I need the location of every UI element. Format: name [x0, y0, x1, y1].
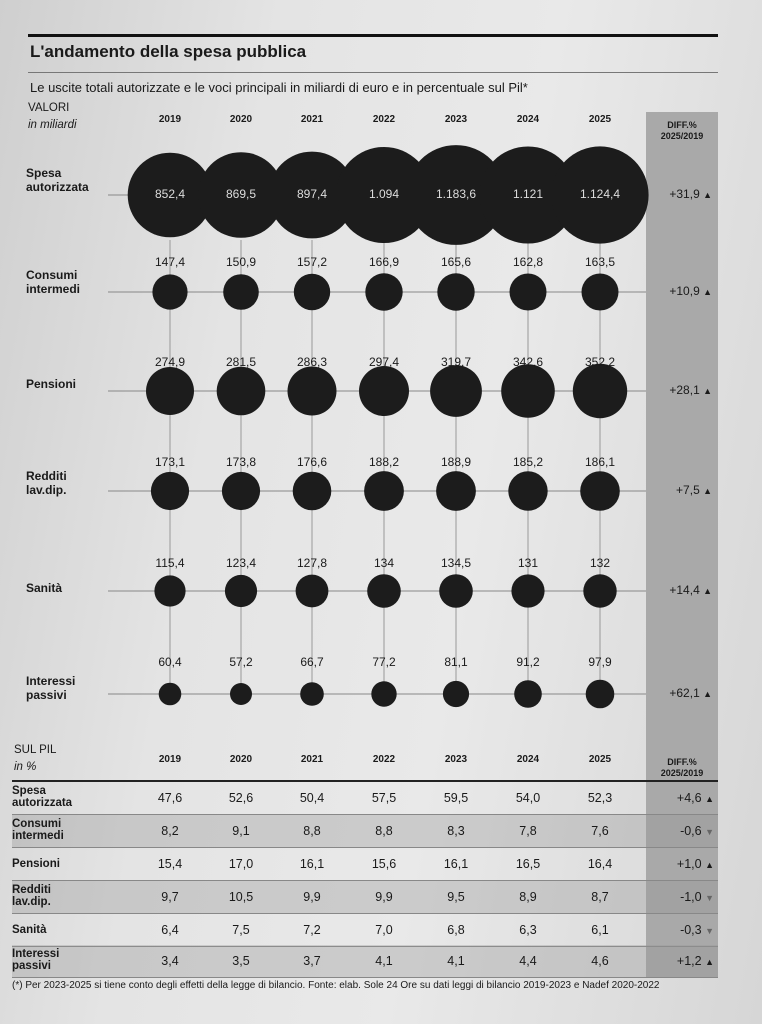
value-label-consumi-intermedi-2019: 147,4 — [154, 255, 186, 269]
value-label-consumi-intermedi-2022: 166,9 — [368, 255, 400, 269]
table-row-label: Consumi intermedi — [12, 818, 64, 842]
table-row-label: Pensioni — [12, 858, 60, 870]
down-triangle-icon: ▼ — [705, 893, 714, 903]
top-unit-line1: VALORI — [28, 102, 70, 114]
value-label-pensioni-2024: 342,6 — [512, 355, 544, 369]
table-row — [12, 881, 718, 914]
table-row-label: Sanità — [12, 924, 47, 936]
table-diff: +1,2 ▲ — [676, 954, 714, 968]
pil-year-header-2023: 2023 — [444, 754, 468, 765]
bubble-sanita-2021 — [296, 575, 329, 608]
bubble-pensioni-2022 — [359, 366, 409, 416]
year-header-2019: 2019 — [158, 114, 182, 125]
value-label-redditi-lav-dip-2020: 173,8 — [225, 455, 257, 469]
table-cell-2021: 9,9 — [303, 890, 321, 904]
table-cell-2022: 57,5 — [371, 791, 397, 805]
value-label-spesa-autorizzata-2020: 869,5 — [225, 187, 257, 201]
bottom-diff-header-line1: DIFF.% — [667, 757, 697, 767]
table-cell-2025: 4,6 — [591, 954, 609, 968]
value-label-spesa-autorizzata-2021: 897,4 — [296, 187, 328, 201]
table-cell-2023: 59,5 — [443, 791, 469, 805]
table-cell-2021: 8,8 — [303, 824, 321, 838]
value-label-redditi-lav-dip-2025: 186,1 — [584, 455, 616, 469]
up-triangle-icon: ▲ — [703, 486, 712, 496]
table-row-label: Interessi passivi — [12, 948, 60, 972]
bubble-pensioni-2021 — [288, 367, 337, 416]
value-label-spesa-autorizzata-2022: 1.094 — [368, 187, 400, 201]
up-triangle-icon: ▲ — [703, 586, 712, 596]
value-label-redditi-lav-dip-2021: 176,6 — [296, 455, 328, 469]
value-label-sanita-2021: 127,8 — [296, 556, 328, 570]
bottom-unit-label — [14, 742, 56, 776]
table-cell-2020: 7,5 — [232, 923, 250, 937]
table-cell-2023: 16,1 — [443, 857, 469, 871]
table-diff: -0,3 ▼ — [680, 923, 714, 937]
table-cell-2020: 17,0 — [228, 857, 254, 871]
value-label-interessi-passivi-2023: 81,1 — [444, 655, 468, 669]
table-cell-2019: 9,7 — [161, 890, 179, 904]
bubble-consumi-intermedi-2020 — [223, 274, 259, 310]
up-triangle-icon: ▲ — [703, 190, 712, 200]
bubble-interessi-passivi-2021 — [300, 682, 324, 706]
table-cell-2020: 10,5 — [228, 890, 254, 904]
table-cell-2025: 16,4 — [587, 857, 613, 871]
bubble-sanita-2023 — [439, 574, 473, 608]
bubble-sanita-2024 — [511, 574, 544, 607]
bubble-consumi-intermedi-2025 — [582, 274, 619, 311]
table-diff: -0,6 ▼ — [680, 824, 714, 838]
value-label-pensioni-2021: 286,3 — [296, 355, 328, 369]
up-triangle-icon: ▲ — [703, 689, 712, 699]
value-label-sanita-2024: 131 — [517, 556, 539, 570]
top-unit-line2: in miliardi — [28, 119, 77, 131]
bottom-diff-header-line2: 2025/2019 — [660, 768, 704, 778]
table-row — [12, 782, 718, 815]
diff-sanita: +14,4 ▲ — [669, 583, 712, 597]
table-row-label: Redditi lav.dip. — [12, 884, 51, 908]
value-label-spesa-autorizzata-2024: 1.121 — [512, 187, 544, 201]
bubble-sanita-2025 — [583, 574, 616, 607]
value-label-consumi-intermedi-2023: 165,6 — [440, 255, 472, 269]
down-triangle-icon: ▼ — [705, 926, 714, 936]
table-cell-2025: 7,6 — [591, 824, 609, 838]
value-label-pensioni-2023: 319,7 — [440, 355, 472, 369]
value-label-redditi-lav-dip-2019: 173,1 — [154, 455, 186, 469]
table-cell-2020: 3,5 — [232, 954, 250, 968]
bubble-redditi-lav-dip-2021 — [293, 472, 332, 511]
bubble-interessi-passivi-2020 — [230, 683, 252, 705]
bubble-pensioni-2020 — [217, 367, 266, 416]
diff-pensioni: +28,1 ▲ — [669, 383, 712, 397]
row-label-interessi-passivi: Interessi passivi — [26, 674, 76, 702]
bubble-pensioni-2025 — [573, 364, 627, 418]
value-label-consumi-intermedi-2025: 163,5 — [584, 255, 616, 269]
bubble-redditi-lav-dip-2023 — [436, 471, 476, 511]
table-diff: +1,0 ▲ — [676, 857, 714, 871]
table-cell-2024: 8,9 — [519, 890, 537, 904]
table-diff: -1,0 ▼ — [680, 890, 714, 904]
value-label-spesa-autorizzata-2019: 852,4 — [154, 187, 186, 201]
diff-consumi-intermedi: +10,9 ▲ — [669, 284, 712, 298]
bottom-unit-line1: SUL PIL — [14, 744, 57, 756]
pil-year-header-2021: 2021 — [300, 754, 324, 765]
row-label-spesa-autorizzata: Spesa autorizzata — [26, 166, 89, 194]
table-cell-2019: 6,4 — [161, 923, 179, 937]
value-label-interessi-passivi-2020: 57,2 — [229, 655, 253, 669]
value-label-redditi-lav-dip-2023: 188,9 — [440, 455, 472, 469]
table-cell-2021: 3,7 — [303, 954, 321, 968]
year-header-2024: 2024 — [516, 114, 540, 125]
pil-year-header-2025: 2025 — [588, 754, 612, 765]
table-cell-2019: 15,4 — [157, 857, 183, 871]
diff-interessi-passivi: +62,1 ▲ — [669, 686, 712, 700]
row-label-pensioni: Pensioni — [26, 377, 77, 391]
value-label-sanita-2025: 132 — [589, 556, 611, 570]
value-label-pensioni-2022: 297,4 — [368, 355, 400, 369]
value-label-interessi-passivi-2024: 91,2 — [516, 655, 540, 669]
value-label-redditi-lav-dip-2024: 185,2 — [512, 455, 544, 469]
table-cell-2024: 6,3 — [519, 923, 537, 937]
value-label-sanita-2019: 115,4 — [155, 556, 185, 570]
bubble-consumi-intermedi-2022 — [365, 273, 402, 310]
table-cell-2022: 15,6 — [371, 857, 397, 871]
table-cell-2020: 52,6 — [228, 791, 254, 805]
top-diff-header-line2: 2025/2019 — [660, 131, 704, 141]
up-triangle-icon: ▲ — [705, 794, 714, 804]
table-row-label: Spesa autorizzata — [12, 785, 73, 809]
value-label-interessi-passivi-2025: 97,9 — [588, 655, 612, 669]
value-label-sanita-2023: 134,5 — [440, 556, 472, 570]
pil-year-header-2024: 2024 — [516, 754, 540, 765]
table-row — [12, 848, 718, 881]
up-triangle-icon: ▲ — [703, 287, 712, 297]
table-cell-2023: 9,5 — [447, 890, 465, 904]
year-header-2021: 2021 — [300, 114, 324, 125]
bubble-interessi-passivi-2023 — [443, 681, 469, 707]
table-cell-2021: 16,1 — [299, 857, 325, 871]
table-cell-2024: 16,5 — [515, 857, 541, 871]
bubble-consumi-intermedi-2019 — [152, 274, 187, 309]
value-label-sanita-2022: 134 — [373, 556, 395, 570]
value-label-consumi-intermedi-2020: 150,9 — [225, 255, 257, 269]
bubble-interessi-passivi-2025 — [586, 680, 615, 709]
row-label-consumi-intermedi: Consumi intermedi — [26, 268, 81, 296]
up-triangle-icon: ▲ — [703, 386, 712, 396]
table-cell-2022: 4,1 — [375, 954, 393, 968]
bubble-interessi-passivi-2019 — [159, 683, 182, 706]
year-header-2023: 2023 — [444, 114, 468, 125]
table-cell-2024: 7,8 — [519, 824, 537, 838]
bubble-interessi-passivi-2022 — [371, 681, 396, 706]
table-cell-2024: 4,4 — [519, 954, 537, 968]
table-cell-2022: 9,9 — [375, 890, 393, 904]
year-header-2022: 2022 — [372, 114, 396, 125]
table-cell-2020: 9,1 — [232, 824, 250, 838]
table-cell-2021: 50,4 — [299, 791, 325, 805]
bubble-redditi-lav-dip-2020 — [222, 472, 260, 510]
value-label-pensioni-2020: 281,5 — [225, 355, 257, 369]
value-label-redditi-lav-dip-2022: 188,2 — [368, 455, 400, 469]
value-label-spesa-autorizzata-2023: 1.183,6 — [435, 187, 477, 201]
value-label-interessi-passivi-2019: 60,4 — [158, 655, 182, 669]
top-diff-header-line1: DIFF.% — [667, 120, 697, 130]
chart-title: L'andamento della spesa pubblica — [30, 42, 307, 61]
pil-year-header-2022: 2022 — [372, 754, 396, 765]
table-cell-2019: 47,6 — [157, 791, 183, 805]
bubble-consumi-intermedi-2021 — [294, 274, 330, 310]
table-diff: +4,6 ▲ — [676, 791, 714, 805]
value-label-pensioni-2025: 352,2 — [584, 355, 616, 369]
table-cell-2022: 8,8 — [375, 824, 393, 838]
up-triangle-icon: ▲ — [705, 957, 714, 967]
value-label-pensioni-2019: 274,9 — [154, 355, 186, 369]
table-cell-2023: 4,1 — [447, 954, 465, 968]
value-label-consumi-intermedi-2021: 157,2 — [296, 255, 328, 269]
row-label-sanita: Sanità — [26, 581, 63, 595]
footnote: (*) Per 2023-2025 si tiene conto degli effetti della legge di bilancio. Fonte: elab. Sole 24 Ore su dati leggi di bilancio 2019-2023 e Nadef 2020-2022 — [12, 980, 660, 991]
table-cell-2019: 3,4 — [161, 954, 179, 968]
value-label-spesa-autorizzata-2025: 1.124,4 — [579, 187, 621, 201]
bubble-pensioni-2024 — [501, 364, 555, 418]
bubble-sanita-2022 — [367, 574, 401, 608]
diff-spesa-autorizzata: +31,9 ▲ — [669, 187, 712, 201]
value-label-interessi-passivi-2022: 77,2 — [372, 655, 396, 669]
table-cell-2025: 8,7 — [591, 890, 609, 904]
diff-redditi-lav-dip: +7,5 ▲ — [676, 483, 712, 497]
bottom-unit-line2: in % — [14, 761, 37, 773]
bottom-diff-header — [646, 757, 718, 779]
value-label-interessi-passivi-2021: 66,7 — [300, 655, 324, 669]
table-cell-2024: 54,0 — [515, 791, 541, 805]
bubble-redditi-lav-dip-2025 — [580, 471, 620, 511]
pil-year-header-2019: 2019 — [158, 754, 182, 765]
bubble-sanita-2019 — [154, 575, 185, 606]
up-triangle-icon: ▲ — [705, 860, 714, 870]
bubble-consumi-intermedi-2024 — [510, 274, 547, 311]
bubble-interessi-passivi-2024 — [514, 680, 542, 708]
table-cell-2023: 8,3 — [447, 824, 465, 838]
table-cell-2021: 7,2 — [303, 923, 321, 937]
bubble-pensioni-2023 — [430, 365, 482, 417]
table-cell-2023: 6,8 — [447, 923, 465, 937]
table-cell-2019: 8,2 — [161, 824, 179, 838]
table-cell-2025: 6,1 — [591, 923, 609, 937]
table-row — [12, 945, 718, 978]
bubble-redditi-lav-dip-2019 — [151, 472, 189, 510]
bubble-pensioni-2019 — [146, 367, 194, 415]
bubble-redditi-lav-dip-2022 — [364, 471, 404, 511]
bubble-consumi-intermedi-2023 — [437, 273, 474, 310]
table-row — [12, 815, 718, 848]
down-triangle-icon: ▼ — [705, 827, 714, 837]
value-label-sanita-2020: 123,4 — [225, 556, 257, 570]
bubble-redditi-lav-dip-2024 — [508, 471, 547, 510]
bubble-sanita-2020 — [225, 575, 257, 607]
table-cell-2022: 7,0 — [375, 923, 393, 937]
pil-year-header-2020: 2020 — [229, 754, 253, 765]
row-label-redditi-lav-dip: Redditi lav.dip. — [26, 469, 67, 497]
chart-subtitle: Le uscite totali autorizzate e le voci principali in miliardi di euro e in percentuale sul Pil* — [30, 80, 528, 95]
year-header-2025: 2025 — [588, 114, 612, 125]
value-label-consumi-intermedi-2024: 162,8 — [512, 255, 544, 269]
year-header-2020: 2020 — [229, 114, 253, 125]
table-row — [12, 914, 718, 947]
table-cell-2025: 52,3 — [587, 791, 613, 805]
